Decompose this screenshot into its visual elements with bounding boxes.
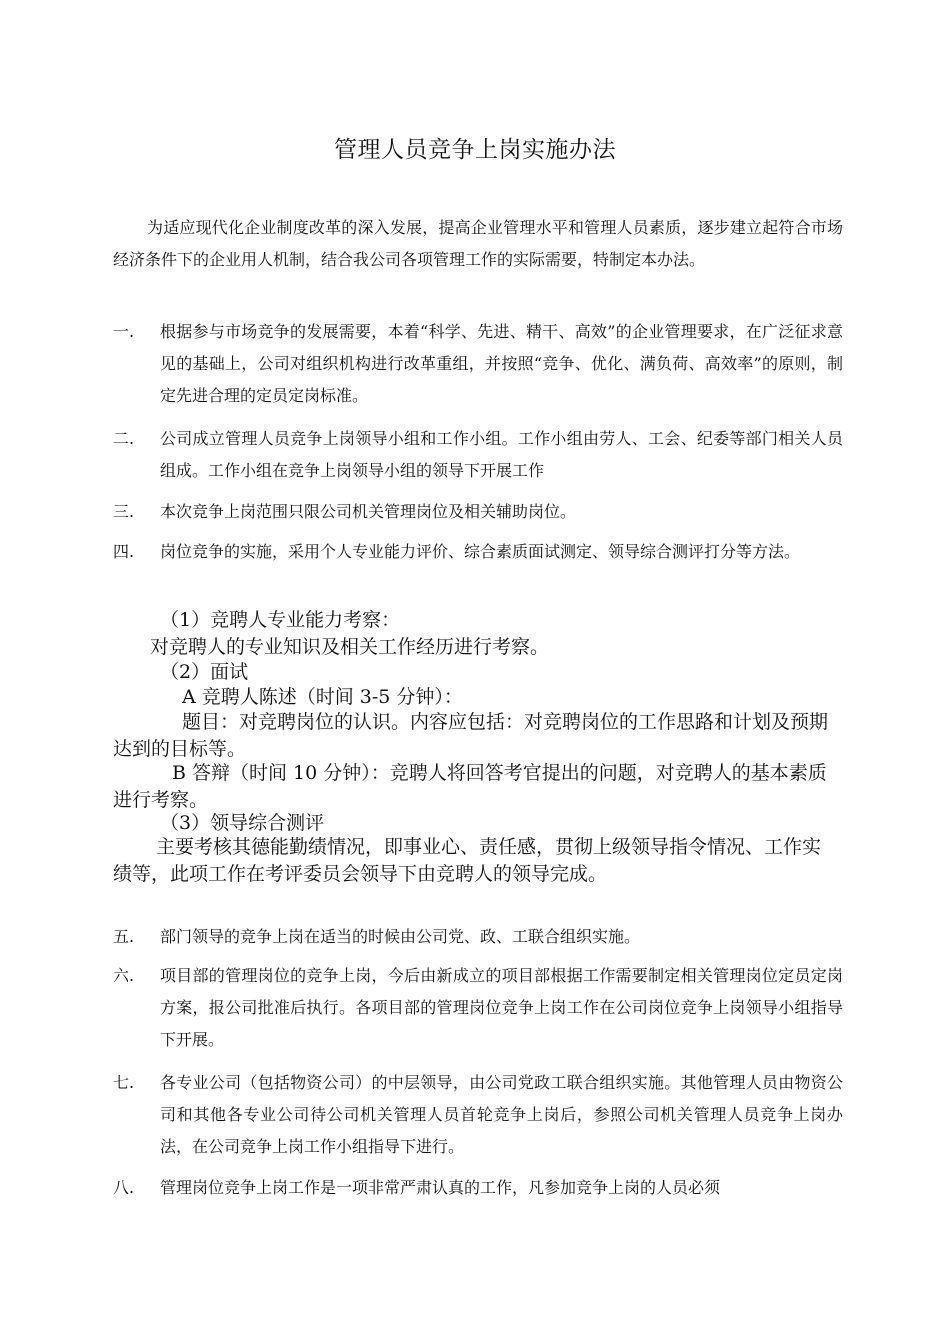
- sub1-body: 对竞聘人的专业知识及相关工作经历进行考察。: [150, 636, 550, 658]
- list-item-2: [113, 423, 843, 487]
- intro-paragraph: 为适应现代化企业制度改革的深入发展，提高企业管理水平和管理人员素质，逐步建立起符合市场经济条件下的企业用人机制，结合我公司各项管理工作的实际需要，特制定本办法。: [113, 218, 843, 269]
- list-number: 八.: [113, 1178, 135, 1197]
- list-text: 管理岗位竞争上岗工作是一项非常严肃认真的工作，凡参加竞争上岗的人员必须: [160, 1178, 721, 1197]
- list-number: 六.: [113, 966, 135, 985]
- list-number: 七.: [113, 1073, 135, 1092]
- list-item-8: [113, 1172, 843, 1204]
- sub1-heading: （1）竞聘人专业能力考察：: [160, 609, 401, 631]
- list-text: 各专业公司（包括物资公司）的中层领导，由公司党政工联合组织实施。其他管理人员由物资公司和其他各专业公司待公司机关管理人员首轮竞争上岗后，参照公司机关管理人员竞争上岗办法，在公司竞争上岗工作小组指导下进行。: [160, 1073, 843, 1156]
- list-number: 四.: [113, 542, 135, 561]
- sub2b-body: B 答辩（时间 10 分钟）：竞聘人将回答考官提出的问题，对竞聘人的基本素质进行考察。: [113, 762, 827, 811]
- sub2a-body: 题目：对竞聘岗位的认识。内容应包括：对竞聘岗位的工作思路和计划及预期达到的目标等。: [113, 711, 829, 760]
- list-number: 一.: [113, 322, 135, 341]
- list-text: 部门领导的竞争上岗在适当的时候由公司党、政、工联合组织实施。: [160, 927, 641, 946]
- sub3-body: 主要考核其德能勤绩情况，即事业心、责任感，贯彻上级领导指令情况、工作实绩等，此项工作在考评委员会领导下由竞聘人的领导完成。: [113, 836, 822, 885]
- list-item-3: [113, 496, 843, 528]
- list-text: 项目部的管理岗位的竞争上岗，今后由新成立的项目部根据工作需要制定相关管理岗位定员定岗方案，报公司批准后执行。各项目部的管理岗位竞争上岗工作在公司岗位竞争上岗领导小组指导下开展。: [160, 966, 843, 1049]
- list-item-7: [113, 1067, 843, 1163]
- list-item-5: [113, 921, 843, 953]
- sub2a-heading: A 竞聘人陈述（时间 3-5 分钟）：: [182, 686, 463, 708]
- list-item-1: [113, 316, 843, 412]
- list-text: 本次竞争上岗范围只限公司机关管理岗位及相关辅助岗位。: [160, 502, 577, 521]
- list-number: 二.: [113, 429, 135, 448]
- document-title: 管理人员竞争上岗实施办法: [334, 137, 616, 163]
- sub2-heading: （2）面试: [160, 661, 249, 683]
- list-item-4: [113, 536, 843, 568]
- list-text: 岗位竞争的实施，采用个人专业能力评价、综合素质面试测定、领导综合测评打分等方法。: [160, 542, 801, 561]
- list-text: 根据参与市场竞争的发展需要，本着“科学、先进、精干、高效”的企业管理要求，在广泛征求意见的基础上，公司对组织机构进行改革重组，并按照“竞争、优化、满负荷、高效率”的原则，制定先进合理的定员定岗标准。: [160, 322, 843, 405]
- sub3-heading: （3）领导综合测评: [160, 812, 325, 834]
- list-number: 五.: [113, 927, 135, 946]
- list-text: 公司成立管理人员竞争上岗领导小组和工作小组。工作小组由劳人、工会、纪委等部门相关人员组成。工作小组在竞争上岗领导小组的领导下开展工作: [160, 429, 843, 480]
- list-number: 三.: [113, 502, 135, 521]
- list-item-6: [113, 960, 843, 1056]
